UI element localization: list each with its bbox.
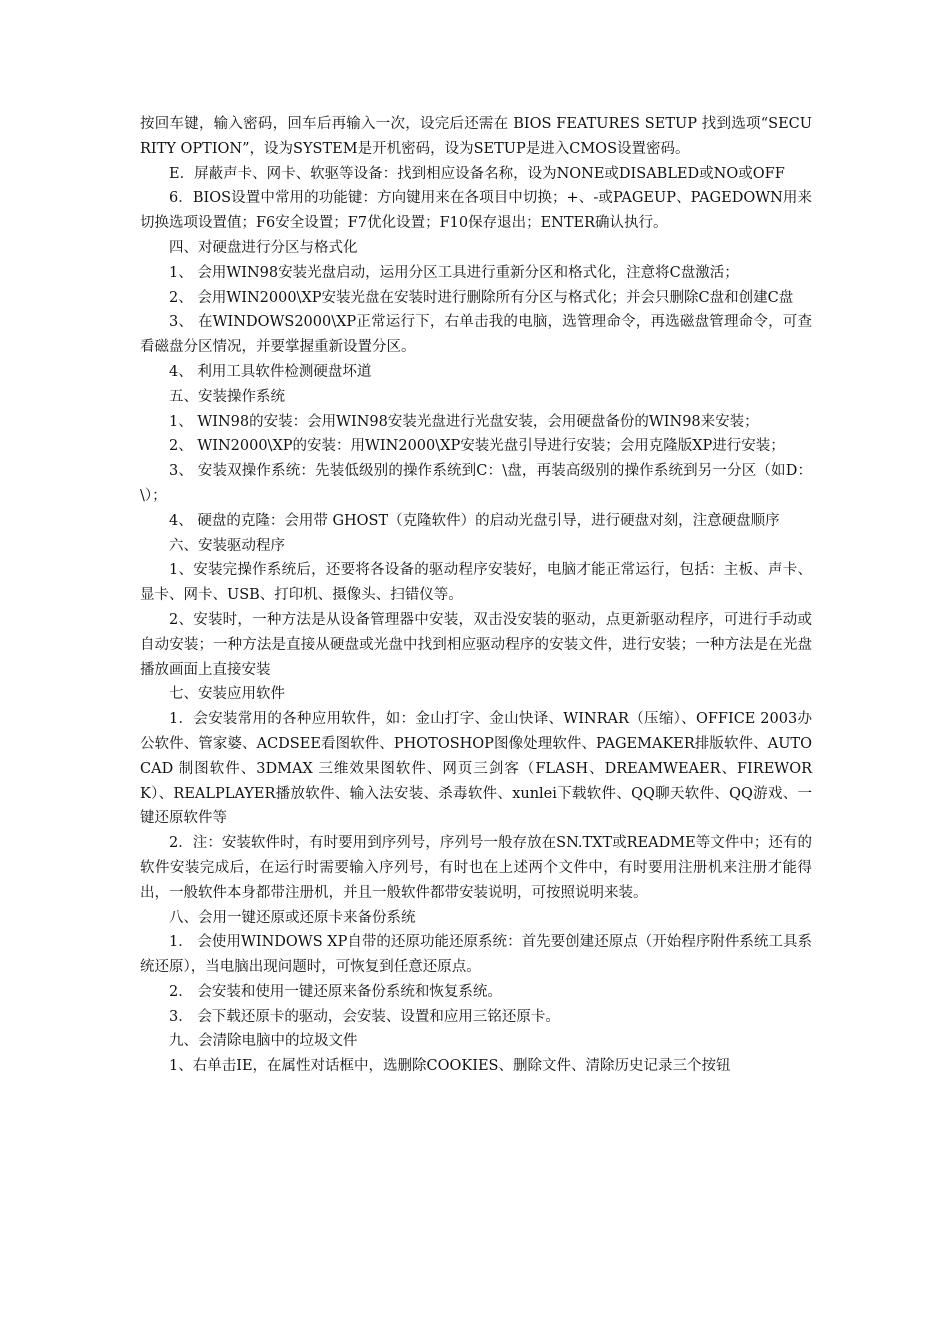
section-heading-cleanup: 九、会清除电脑中的垃圾文件	[169, 1033, 358, 1050]
paragraph-bios-function-keys: 6．BIOS设置中常用的功能键：方向键用来在各项目中切换；+、-或PAGEUP、PAGEDOWN用来切换选项设置值；F6安全设置；F7优化设置；F10保存退出；ENTER确认执行。	[140, 190, 812, 232]
list-item: 1． 会使用WINDOWS XP自带的还原功能还原系统：首先要创建还原点（开始程序附件系统工具系统还原），当电脑出现问题时，可恢复到任意还原点。	[140, 934, 812, 976]
list-item: 4、 利用工具软件检测硬盘坏道	[169, 363, 372, 380]
list-item: 1、右单击IE，在属性对话框中，选删除COOKIES、删除文件、清除历史记录三个按钮	[169, 1058, 731, 1075]
list-item: 2． 会安装和使用一键还原来备份系统和恢复系统。	[169, 983, 502, 1000]
document-page	[140, 112, 812, 1079]
list-item: 2、安装时，一种方法是从设备管理器中安装，双击没安装的驱动，点更新驱动程序，可进行手动或自动安装；一种方法是直接从硬盘或光盘中找到相应驱动程序的安装文件，进行安装；一种方法是在光盘播放画面上直接安装	[140, 611, 812, 678]
section-heading-applications: 七、安装应用软件	[169, 686, 285, 703]
list-item: 2．注：安装软件时，有时要用到序列号，序列号一般存放在SN.TXT或README等文件中；还有的软件安装完成后，在运行时需要输入序列号，有时也在上述两个文件中，有时要用注册机来注册才能得出，一般软件本身都带注册机，并且一般软件都带安装说明，可按照说明来装。	[140, 835, 812, 901]
list-item: 4、 硬盘的克隆：会用带 GHOST（克隆软件）的启动光盘引导，进行硬盘对刻，注意硬盘顺序	[169, 512, 780, 529]
list-item: 2、 会用WIN2000\XP安装光盘在安装时进行删除所有分区与格式化；并会只删除C盘和创建C盘	[169, 289, 794, 306]
paragraph-bios-password: 按回车键，输入密码，回车后再输入一次，设完后还需在 BIOS FEATURES SETUP 找到选项“SECURITY OPTION”，设为SYSTEM是开机密码，设为SETUP是进入CMOS设置密码。	[140, 116, 812, 157]
section-heading-partition: 四、对硬盘进行分区与格式化	[169, 239, 358, 256]
list-item: 3． 会下载还原卡的驱动，会安装、设置和应用三铭还原卡。	[169, 1008, 560, 1025]
list-item: 1、 WIN98的安装：会用WIN98安装光盘进行光盘安装，会用硬盘备份的WIN98来安装；	[169, 413, 759, 430]
section-heading-drivers: 六、安装驱动程序	[169, 537, 285, 554]
list-item: 1、安装完操作系统后，还要将各设备的驱动程序安装好，电脑才能正常运行，包括：主板、声卡、显卡、网卡、USB、打印机、摄像头、扫错仪等。	[140, 562, 812, 604]
section-heading-install-os: 五、安装操作系统	[169, 388, 285, 405]
list-item: 1、 会用WIN98安装光盘启动，运用分区工具进行重新分区和格式化，注意将C盘激活；	[169, 264, 739, 281]
list-item: 1．会安装常用的各种应用软件，如：金山打字、金山快译、WINRAR（压缩）、OFFICE 2003办公软件、管家婆、ACDSEE看图软件、PHOTOSHOP图像处理软件、PAGEMAKER排版软件、AUTO CAD 制图软件、3DMAX 三维效果图软件、网页三剑客（FLASH、DREAMWEAER、FIREWORK）、REALPLAYER播放软件、输入法安装、杀毒软件、xunlei下载软件、QQ聊天软件、QQ游戏、一键还原软件等	[140, 711, 812, 827]
paragraph-disable-devices: E．屏蔽声卡、网卡、软驱等设备：找到相应设备名称，设为NONE或DISABLED或NO或OFF	[169, 165, 785, 182]
list-item: 2、 WIN2000\XP的安装：用WIN2000\XP安装光盘引导进行安装；会用克隆版XP进行安装；	[169, 438, 785, 455]
list-item: 3、 在WINDOWS2000\XP正常运行下，右单击我的电脑，选管理命令，再选磁盘管理命令，可查看磁盘分区情况，并要掌握重新设置分区。	[140, 314, 812, 356]
list-item: 3、 安装双操作系统：先装低级别的操作系统到C：\盘，再装高级别的操作系统到另一分区（如D：\）；	[140, 463, 812, 504]
section-heading-backup: 八、会用一键还原或还原卡来备份系统	[169, 909, 416, 926]
